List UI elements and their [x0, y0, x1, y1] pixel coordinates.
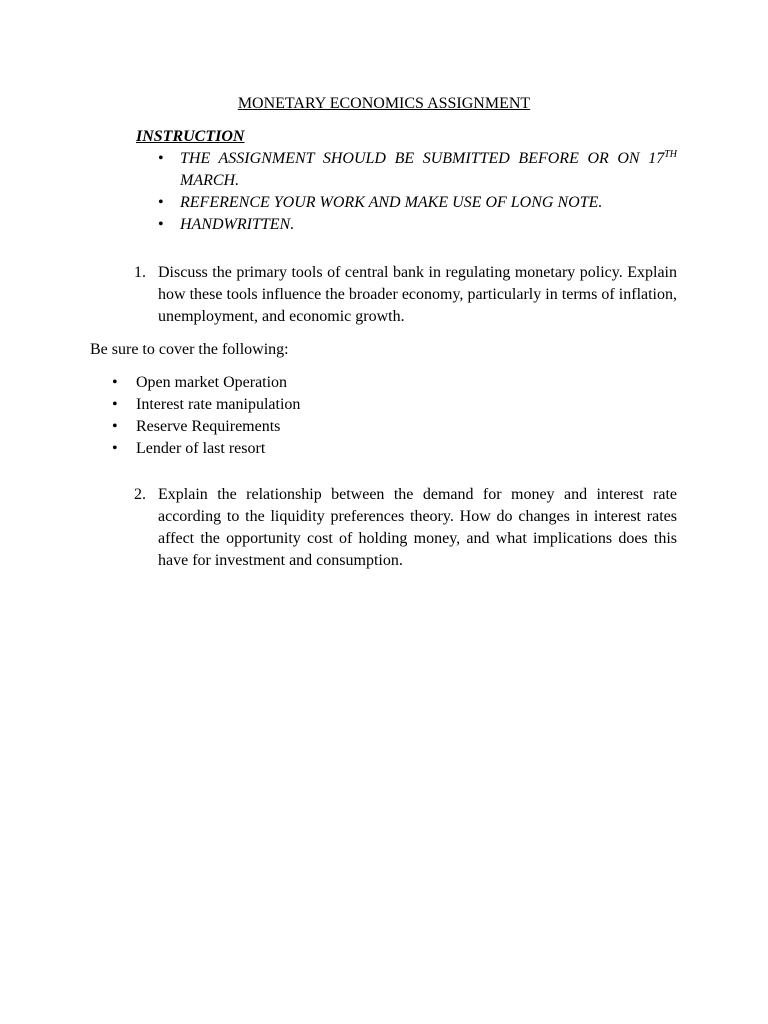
cover-item-text: Lender of last resort	[136, 440, 266, 457]
instruction-text: HANDWRITTEN.	[180, 216, 295, 233]
instruction-text-end: MARCH.	[180, 172, 240, 189]
cover-item-text: Interest rate manipulation	[136, 396, 301, 413]
bullet-icon: •	[112, 396, 118, 413]
question-1	[134, 262, 677, 328]
question-number: 1.	[134, 264, 146, 281]
instruction-heading: INSTRUCTION	[136, 128, 245, 145]
instruction-text: REFERENCE YOUR WORK AND MAKE USE OF LONG NOTE.	[180, 194, 603, 211]
cover-item	[112, 394, 300, 416]
bullet-icon: •	[158, 150, 164, 167]
question-number: 2.	[134, 486, 146, 503]
instruction-item	[158, 148, 677, 192]
cover-item-text: Open market Operation	[136, 374, 288, 391]
document-title: MONETARY ECONOMICS ASSIGNMENT	[237, 95, 531, 112]
instruction-item	[158, 192, 677, 214]
cover-item	[112, 372, 300, 394]
instruction-item	[158, 214, 677, 236]
bullet-icon: •	[158, 216, 164, 233]
bullet-icon: •	[112, 418, 118, 435]
cover-item	[112, 438, 300, 460]
bullet-icon: •	[112, 374, 118, 391]
cover-list	[112, 372, 300, 460]
ordinal-suffix: TH	[664, 149, 677, 160]
question-text: Explain the relationship between the demand for money and interest rate according to the liquidity preferences theory. How do changes in interest rates affect the opportunity cost of holding money, and what implications does this have for investment and consumption.	[158, 486, 677, 569]
cover-item	[112, 416, 300, 438]
cover-intro: Be sure to cover the following:	[90, 341, 289, 358]
bullet-icon: •	[112, 440, 118, 457]
bullet-icon: •	[158, 194, 164, 211]
instruction-text: THE ASSIGNMENT SHOULD BE SUBMITTED BEFORE OR ON 17	[180, 150, 665, 167]
cover-item-text: Reserve Requirements	[136, 418, 281, 435]
question-2	[134, 484, 677, 572]
instruction-list	[158, 148, 677, 236]
question-text: Discuss the primary tools of central bank in regulating monetary policy. Explain how these tools influence the broader economy, particularly in terms of inflation, unemployment, and economic growth.	[158, 264, 677, 325]
